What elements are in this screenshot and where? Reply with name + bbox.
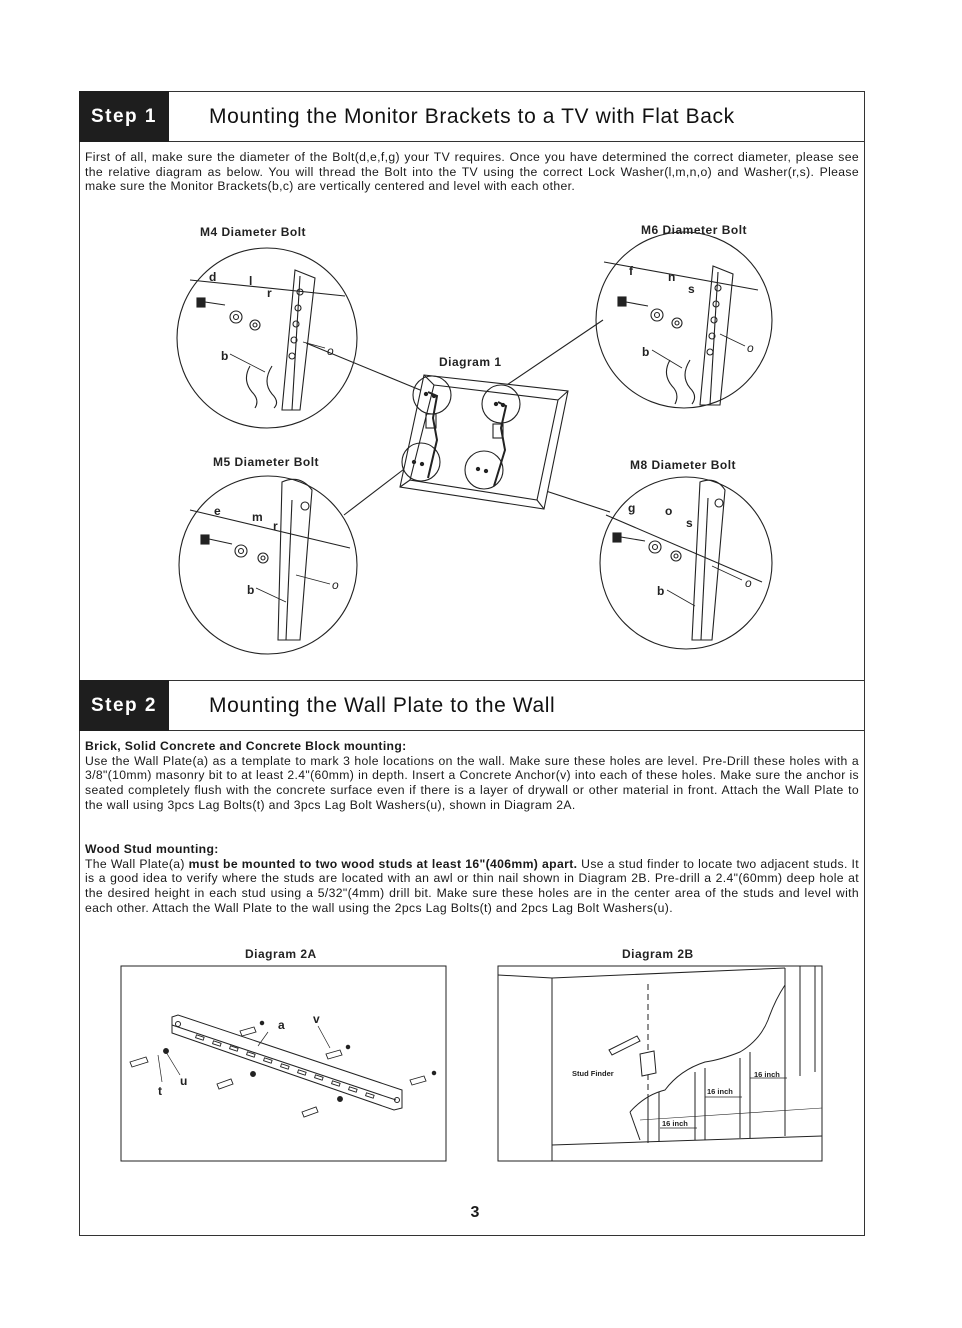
- page-number: 3: [470, 1204, 480, 1221]
- wood-body-1: The Wall Plate(a): [85, 856, 189, 871]
- stud-finder-label: Stud Finder: [572, 1069, 614, 1078]
- dimension-label-1: 16 inch: [754, 1070, 780, 1079]
- m5-lock-label: m: [252, 510, 263, 524]
- brick-body: Use the Wall Plate(a) as a template to mark 3 hole locations on the wall. Make sure these holes are level. Pre-Drill these holes with a 3/8"(10mm) masonry bit to at least 2.4"(60mm) in depth. Insert a Concrete Anchor(v) into each of these holes. Make sure the anchor is seated completely flush with the concrete surface even if there is a layer of drywall or other material in front. Attach the Wall Plate to the wall using 3pcs Lag Bolts(t) and 3pcs Lag Bolt Washers(u), shown in Diagram 2A.: [85, 753, 859, 812]
- plate-label: a: [278, 1018, 285, 1032]
- m4-title: M4 Diameter Bolt: [200, 225, 307, 239]
- m5-tv-label: o: [332, 578, 339, 592]
- m6-tv-label: o: [747, 341, 754, 355]
- m8-bolt-label: g: [628, 501, 636, 515]
- m5-bolt-label: e: [214, 504, 221, 518]
- washer-label: u: [180, 1074, 188, 1088]
- m6-title: M6 Diameter Bolt: [641, 223, 748, 237]
- m6-bolt-label: f: [629, 264, 633, 278]
- step1-instructions: First of all, make sure the diameter of the Bolt(d,e,f,g) your TV requires. Once you have determined the correct diameter, please see the relative diagram as below. You will thread the Bolt into the TV using the correct Lock Washer(l,m,n,o) and Washer(r,s). Please make sure the Monitor Brackets(b,c) are vertically centered and level with each other.: [85, 150, 859, 194]
- wood-body-2: Use a stud finder to locate two adjacent studs. It is a good idea to verify where the studs are located with an awl or thin nail shown in Diagram 2B. Pre-drill a 2.4"(60mm) deep hole at the desired height in each stud using a 5/32"(4mm) drill bit. Make sure these holes are in the center area of the studs and level with each other. Attach the Wall Plate to the wall using the 2pcs Lag Bolts(t) and 2pcs Lag Bolt Washers(u).: [85, 856, 859, 915]
- wall-plate-drawing: [172, 1015, 402, 1110]
- m4-washer-label: r: [267, 286, 272, 300]
- m6-lock-label: n: [668, 270, 676, 284]
- brick-heading: Brick, Solid Concrete and Concrete Block mounting:: [85, 739, 407, 753]
- m8-title: M8 Diameter Bolt: [630, 458, 737, 472]
- m8-lock-label: o: [665, 504, 673, 518]
- step1-title: Mounting the Monitor Brackets to a TV with Flat Back: [209, 105, 735, 128]
- step1-tag: Step 1: [79, 91, 169, 142]
- wood-body-bold: must be mounted to two wood studs at least 16"(406mm) apart.: [188, 856, 578, 871]
- wood-heading: Wood Stud mounting:: [85, 842, 219, 856]
- m8-tv-label: o: [745, 576, 752, 590]
- dimension-label-2: 16 inch: [707, 1087, 733, 1096]
- diagram-2b-frame: [498, 966, 822, 1161]
- anchor-label: v: [313, 1012, 320, 1026]
- m6-bracket-label: b: [642, 345, 650, 359]
- diagram1-title: Diagram 1: [439, 355, 502, 369]
- step2-tag: Step 2: [79, 680, 169, 731]
- m5-bracket-label: b: [247, 583, 255, 597]
- diagram-2a-title: Diagram 2A: [245, 947, 317, 961]
- m4-bolt-label: d: [209, 270, 217, 284]
- m5-washer-label: r: [273, 519, 278, 533]
- m5-title: M5 Diameter Bolt: [213, 455, 320, 469]
- dimension-label-3: 16 inch: [662, 1119, 688, 1128]
- m4-tv-label: o: [327, 344, 334, 358]
- step2-title: Mounting the Wall Plate to the Wall: [209, 694, 556, 717]
- m8-bracket-label: b: [657, 584, 665, 598]
- bolt-label: t: [158, 1084, 162, 1098]
- wall-room-drawing: [498, 966, 822, 1161]
- m8-washer-label: s: [686, 516, 693, 530]
- diagram-2b-title: Diagram 2B: [622, 947, 694, 961]
- m6-washer-label: s: [688, 282, 695, 296]
- m4-lock-label: l: [249, 274, 253, 288]
- m4-bracket-label: b: [221, 349, 229, 363]
